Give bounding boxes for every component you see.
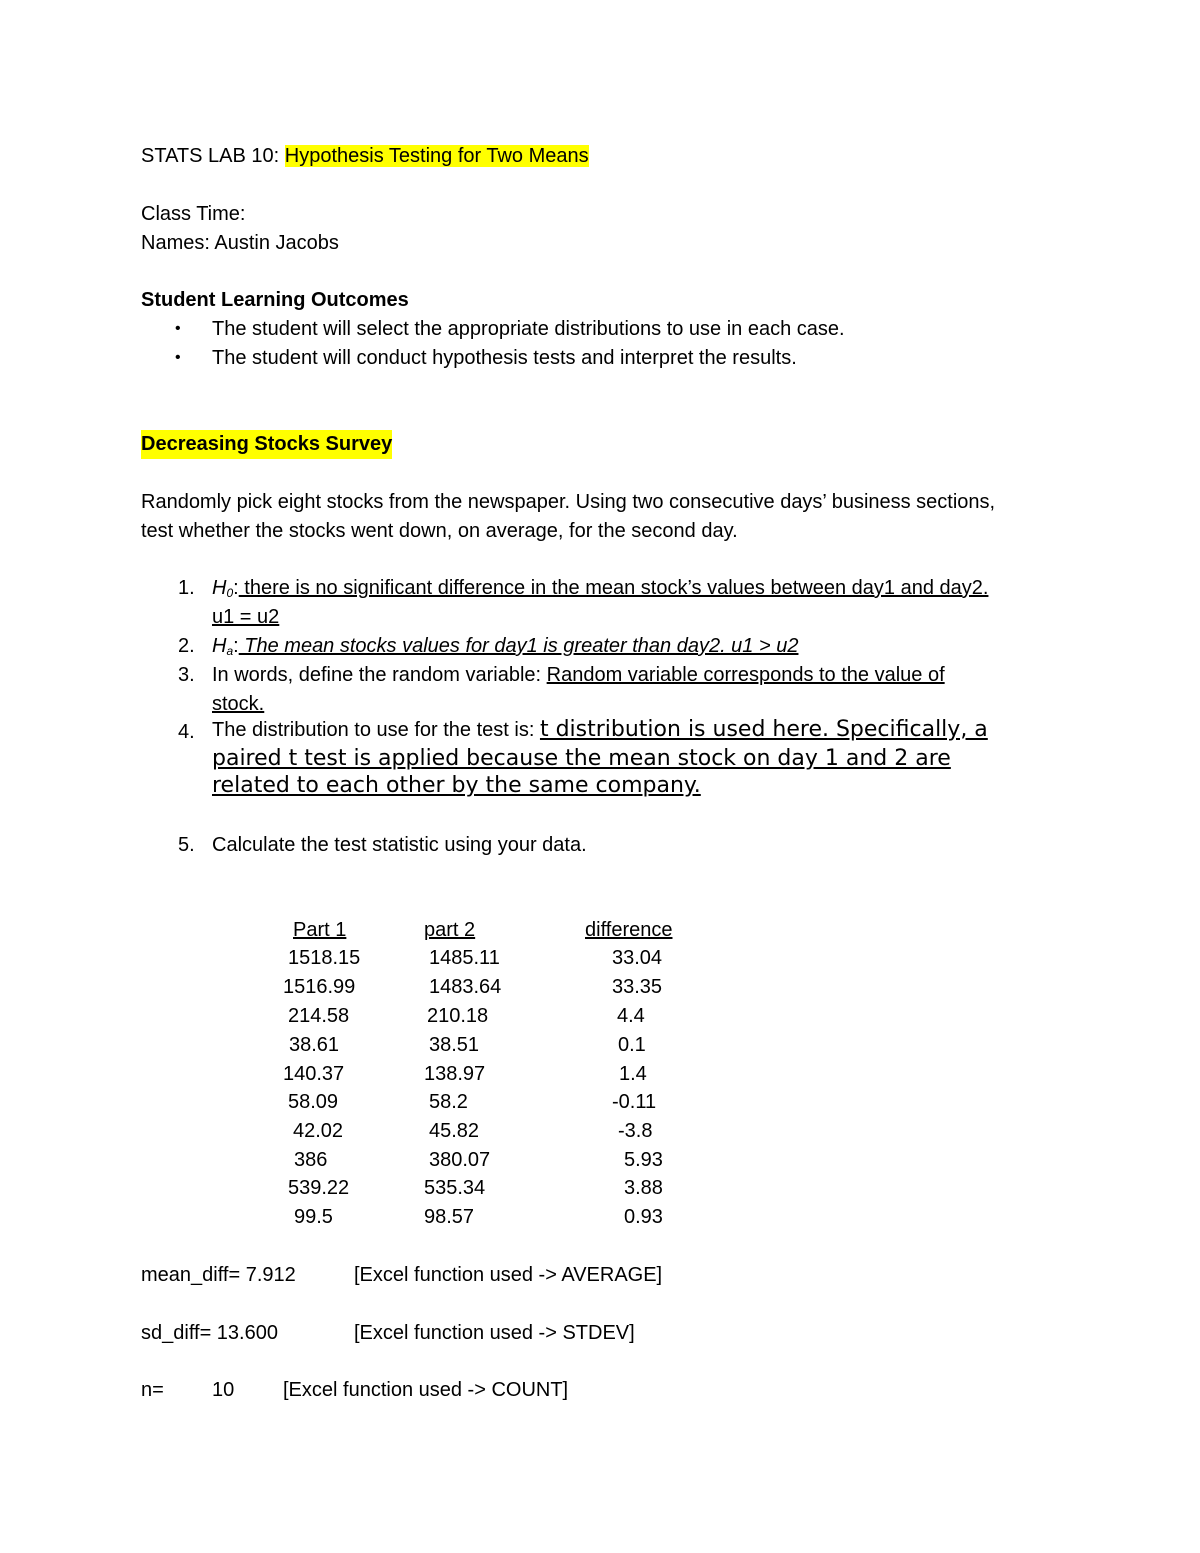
mean-diff-label: mean_diff= 7.912 <box>141 1264 296 1286</box>
h0-line-1 <box>212 574 988 608</box>
dist-line-1 <box>212 716 988 745</box>
n-label: n= <box>141 1379 164 1401</box>
cell-difference: 1.4 <box>619 1063 647 1085</box>
dist-answer-2: paired t test is applied because the mean stock on day 1 and 2 are <box>212 746 951 771</box>
cell-part1: 214.58 <box>288 1005 350 1027</box>
cell-difference: 3.88 <box>624 1177 663 1199</box>
table-header-difference: difference <box>585 919 673 941</box>
title-highlight: Hypothesis Testing for Two Means <box>284 145 589 167</box>
h0-colon: : <box>233 577 239 599</box>
mean-diff-note: [Excel function used -> AVERAGE] <box>354 1264 663 1286</box>
cell-difference: 33.35 <box>612 976 663 998</box>
cell-part2: 210.18 <box>427 1005 489 1027</box>
class-time-label: Class Time: <box>141 203 246 225</box>
h0-text: there is no significant difference in the mean stock’s values between day1 and day2. <box>238 577 989 599</box>
cell-part2: 380.07 <box>429 1149 491 1171</box>
cell-part1: 38.61 <box>289 1034 340 1056</box>
cell-part1: 386 <box>294 1149 328 1171</box>
ha-subscript: a <box>226 644 234 658</box>
cell-part2: 98.57 <box>424 1206 475 1228</box>
cell-difference: 0.1 <box>618 1034 646 1056</box>
intro-line-1: Randomly pick eight stocks from the newspaper. Using two consecutive days’ business sections, <box>141 491 996 513</box>
cell-part1: 1516.99 <box>283 976 356 998</box>
cell-difference: 4.4 <box>617 1005 645 1027</box>
ha-colon: : <box>233 635 239 657</box>
item-number-5: 5. <box>178 834 195 856</box>
h0-subscript: 0 <box>226 586 234 600</box>
rv-answer: Random variable corresponds to the value of <box>546 664 945 686</box>
cell-part1: 1518.15 <box>288 947 361 969</box>
item-number-4: 4. <box>178 721 195 743</box>
cell-difference: 5.93 <box>624 1149 663 1171</box>
h0-line-2: u1 = u2 <box>212 606 280 628</box>
cell-difference: 33.04 <box>612 947 663 969</box>
page-title <box>141 142 589 171</box>
outcomes-heading: Student Learning Outcomes <box>141 289 409 311</box>
section-heading: Decreasing Stocks Survey <box>141 430 392 459</box>
names-label: Names: Austin Jacobs <box>141 232 339 254</box>
intro-line-2: test whether the stocks went down, on average, for the second day. <box>141 520 738 542</box>
ha-text: The mean stocks values for day1 is greater than day2. u1 > u2 <box>238 635 799 657</box>
rv-label: In words, define the random variable: <box>212 664 547 686</box>
cell-part2: 1485.11 <box>429 947 500 969</box>
bullet-icon: • <box>175 349 181 366</box>
cell-difference: -3.8 <box>618 1120 653 1142</box>
item-number-3: 3. <box>178 664 195 686</box>
n-value: 10 <box>212 1379 235 1401</box>
cell-part1: 58.09 <box>288 1091 339 1113</box>
dist-answer-3: related to each other by the same company. <box>212 773 701 798</box>
cell-part1: 539.22 <box>288 1177 350 1199</box>
cell-part2: 138.97 <box>424 1063 486 1085</box>
outcome-bullet-1: The student will select the appropriate distributions to use in each case. <box>212 318 845 340</box>
ha-letter: H <box>212 635 227 657</box>
cell-part2: 45.82 <box>429 1120 480 1142</box>
h0-letter: H <box>212 577 227 599</box>
item-number-1: 1. <box>178 577 195 599</box>
sd-diff-label: sd_diff= 13.600 <box>141 1322 278 1344</box>
table-header-part2: part 2 <box>424 919 476 941</box>
sd-diff-note: [Excel function used -> STDEV] <box>354 1322 635 1344</box>
dist-answer-1: t distribution is used here. Specifically, a <box>539 717 988 742</box>
n-note: [Excel function used -> COUNT] <box>283 1379 569 1401</box>
rv-line-2: stock. <box>212 693 265 715</box>
bullet-icon: • <box>175 320 181 337</box>
cell-part1: 140.37 <box>283 1063 345 1085</box>
cell-difference: 0.93 <box>624 1206 663 1228</box>
cell-part2: 535.34 <box>424 1177 486 1199</box>
item-number-2: 2. <box>178 635 195 657</box>
table-header-part1: Part 1 <box>293 919 347 941</box>
cell-part2: 1483.64 <box>429 976 502 998</box>
cell-part2: 38.51 <box>429 1034 480 1056</box>
rv-line-1 <box>212 661 945 690</box>
cell-part1: 42.02 <box>293 1120 344 1142</box>
calc-label: Calculate the test statistic using your data. <box>212 834 587 856</box>
title-prefix: STATS LAB 10: <box>141 145 285 167</box>
outcome-bullet-2: The student will conduct hypothesis tests and interpret the results. <box>212 347 797 369</box>
cell-difference: -0.11 <box>612 1091 657 1113</box>
dist-label: The distribution to use for the test is: <box>212 719 540 741</box>
cell-part2: 58.2 <box>429 1091 468 1113</box>
cell-part1: 99.5 <box>294 1206 333 1228</box>
